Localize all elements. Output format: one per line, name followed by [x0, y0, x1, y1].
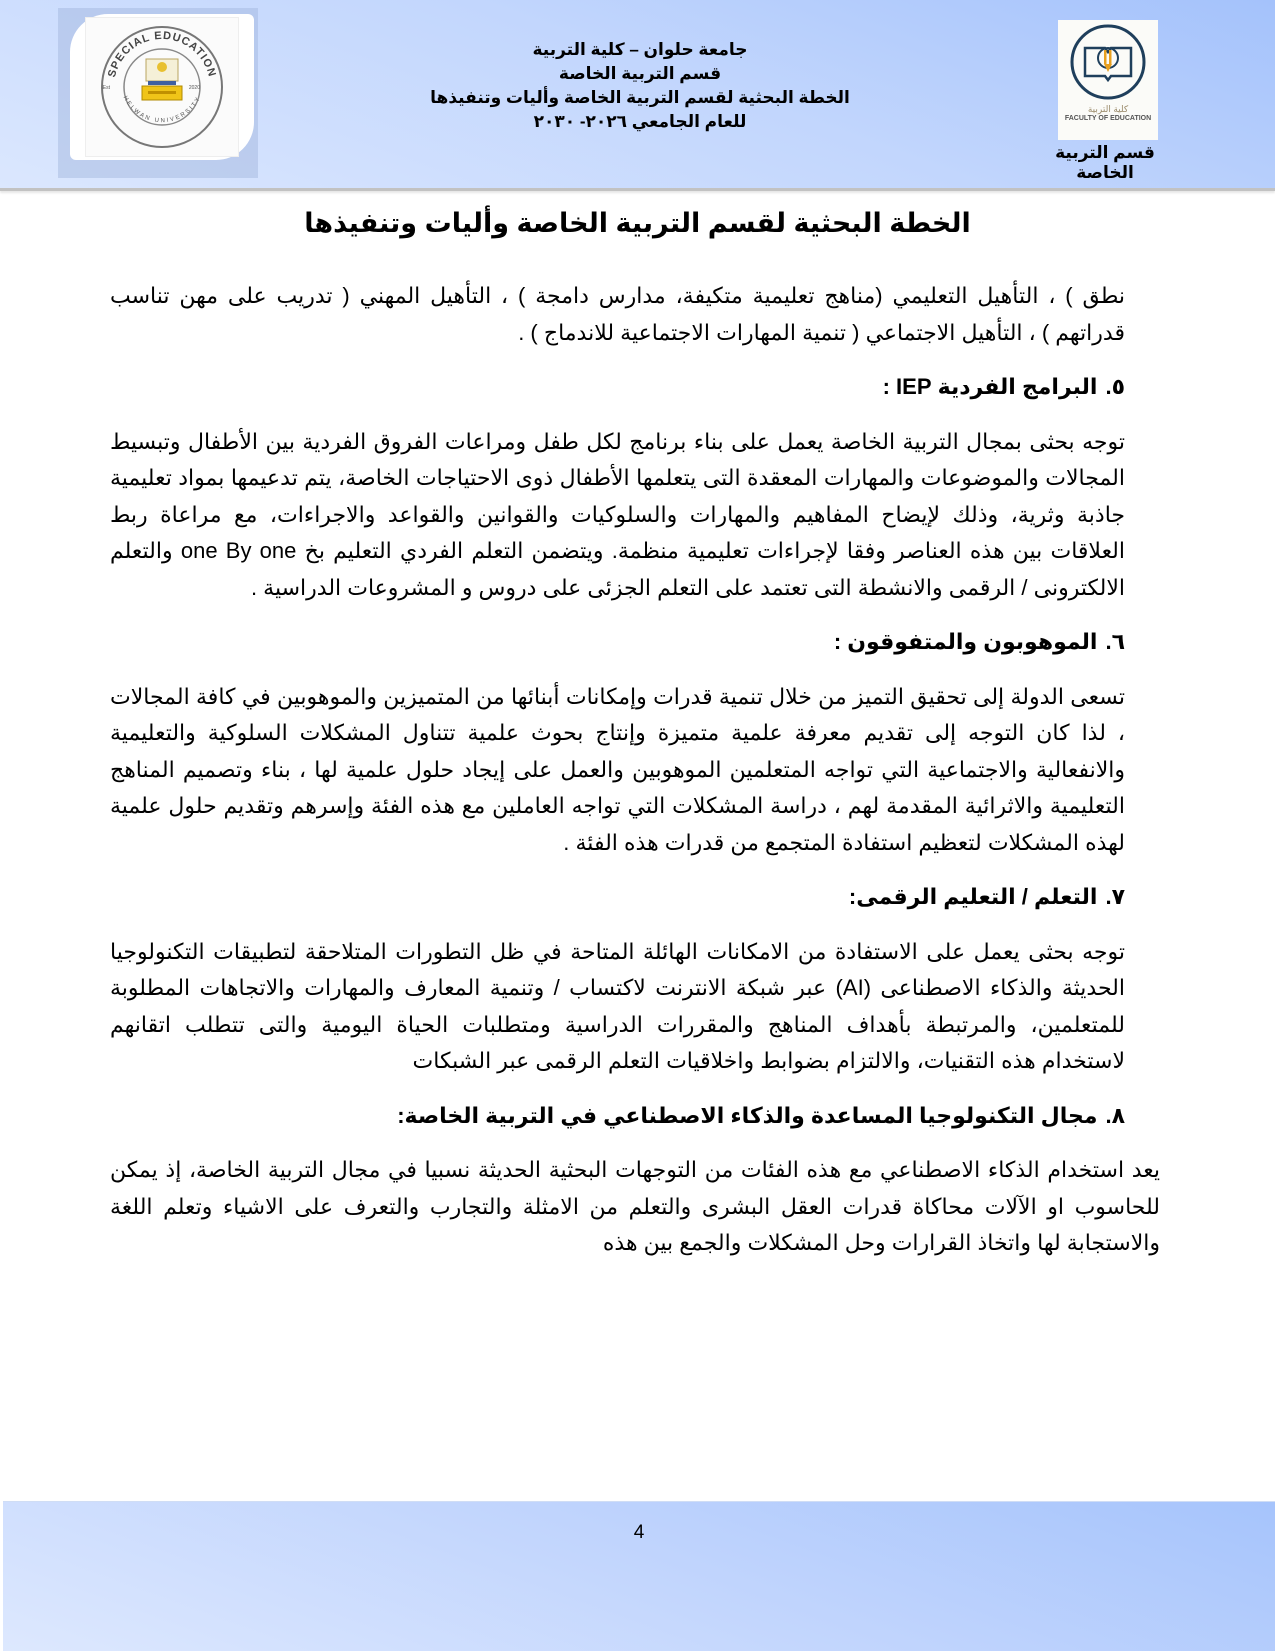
- seal-emblem-icon: [96, 23, 228, 151]
- section-heading-iep: [110, 369, 1125, 406]
- section-title: الموهوبون والمتفوقون :: [833, 629, 1098, 654]
- section-body-gifted: تسعى الدولة إلى تحقيق التميز من خلال تنمية قدرات وإمكانات أبنائها من المتميزين والموهوبين في كافة المجالات ، لذا كان التوجه إلى تقديم معرفة علمية متميزة وإنتاج بحوث علمية تتناول المشكلات السلوكية والتعليمية والانفعالية والاجتماعية التي تواجه المتعلمين الموهوبين والعمل على إيجاد حلول علمية لها ، بناء وتصميم المناهج التعليمية والاثرائية المقدمة لهم ، دراسة المشكلات التي تواجه العاملين مع هذه الفئة وإسرهم وتقديم حلول علمية لهذه المشكلات لتعظيم استفادة المتجمع من قدرات هذه الفئة .: [110, 683, 1125, 855]
- section-number: ٥.: [1105, 374, 1125, 399]
- page-header: [0, 0, 1275, 191]
- section-number: ٨.: [1105, 1102, 1125, 1128]
- section-title: التعلم / التعليم الرقمى:: [848, 884, 1098, 909]
- section-title: البرامج الفردية IEP :: [882, 374, 1098, 399]
- faculty-english-text: FACULTY OF EDUCATION: [1064, 115, 1152, 122]
- faculty-of-education-logo: [1058, 20, 1158, 140]
- svg-text:HELWAN UNIVERSITY: HELWAN UNIVERSITY: [121, 95, 203, 125]
- special-education-logo: [70, 14, 254, 160]
- university-faculty-line: جامعة حلوان – كلية التربية: [532, 40, 748, 59]
- section-body-digital-learning: توجه بحثى يعمل على الاستفادة من الامكانات الهائلة المتاحة في ظل التطورات المتلاحقة لتطبيقات التكنولوجيا الحديثة والذكاء الاصطناعى (AI) عبر شبكة الانترنت لاكتساب / وتنمية المعارف والمهارات والاتجاهات المطلوبة للمتعلمين، والمرتبطة بأهداف المناهج والمقررات الدراسية ومتطلبات الحياة اليومية والتى تتطلب اتقانهم لاستخدام هذه التقنيات، والالتزام بضوابط واخلاقيات التعلم الرقمى عبر الشبكات: [110, 938, 1125, 1073]
- section-body-iep: توجه بحثى بمجال التربية الخاصة يعمل على بناء برنامج لكل طفل ومراعات الفروق الفردية بين الأطفال وتبسيط المجالات والموضوعات والمهارات المعقدة التى يتعلمها الأطفال ذوى الاحتياجات الخاصة، يتم تدعيمها بمواد تعليمية جاذبة وثرية، وذلك لإيضاح المفاهيم والمهارات والسلوكيات والقوانين والقواعد والاجراءات، مع مراعاة ربط العلاقات بين هذه العناصر وفقا لإجراءات تعليمية منظمة. ويتضمن التعلم الفردي التعليم بخ one By one والتعلم الالكترونى / الرقمى والانشطة التى تعتمد على التعلم الجزئى على دروس و المشروعات الدراسية .: [110, 428, 1125, 600]
- document-title: الخطة البحثية لقسم التربية الخاصة وأليات وتنفيذها: [304, 208, 971, 238]
- svg-text:SPECIAL EDUCATION: SPECIAL EDUCATION: [106, 29, 218, 79]
- plan-title-line: الخطة البحثية لقسم التربية الخاصة وأليات وتنفيذها: [430, 88, 850, 107]
- svg-text:Est.: Est.: [101, 85, 110, 91]
- intro-paragraph: نطق ) ، التأهيل التعليمي (مناهج تعليمية متكيفة، مدارس دامجة ) ، التأهيل المهني ( تدريب على مهن تناسب قدراتهم ) ، التأهيل الاجتماعي ( تنمية المهارات الاجتماعية للاندماج ) .: [110, 283, 1125, 345]
- academic-year-line: للعام الجامعي ٢٠٢٦- ٢٠٣٠: [533, 112, 747, 131]
- svg-text:2020: 2020: [188, 85, 200, 91]
- section-heading-digital-learning: [110, 879, 1125, 916]
- section-heading-assistive-tech-ai: [110, 1098, 1125, 1135]
- open-book-emblem-icon: [1067, 20, 1149, 102]
- page-number: 4: [633, 1522, 645, 1543]
- page-footer: [3, 1501, 1275, 1651]
- section-number: ٧.: [1105, 884, 1125, 909]
- department-line: قسم التربية الخاصة: [558, 64, 722, 83]
- section-heading-gifted: [110, 624, 1125, 661]
- header-titles: [380, 38, 900, 134]
- faculty-arabic-text: كلية التربية: [1087, 104, 1129, 114]
- section-body-assistive-tech-ai: يعد استخدام الذكاء الاصطناعي مع هذه الفئات من التوجهات البحثية الحديثة نسبيا في مجال التربية الخاصة، إذ يمكن للحاسوب او الآلات محاكاة قدرات العقل البشرى والتعلم من الامثلة والتجارب والتعرف على الاشياء وتعلم اللغة والاستجابة لها واتخاذ القرارات وحل المشكلات والجمع بين هذه: [110, 1157, 1160, 1255]
- section-title: مجال التكنولوجيا المساعدة والذكاء الاصطناعي في التربية الخاصة:: [397, 1102, 1098, 1128]
- special-education-seal: [85, 17, 239, 157]
- section-number: ٦.: [1105, 629, 1125, 654]
- department-label: قسم التربية الخاصة: [1055, 143, 1155, 182]
- document-body: [110, 278, 1160, 1262]
